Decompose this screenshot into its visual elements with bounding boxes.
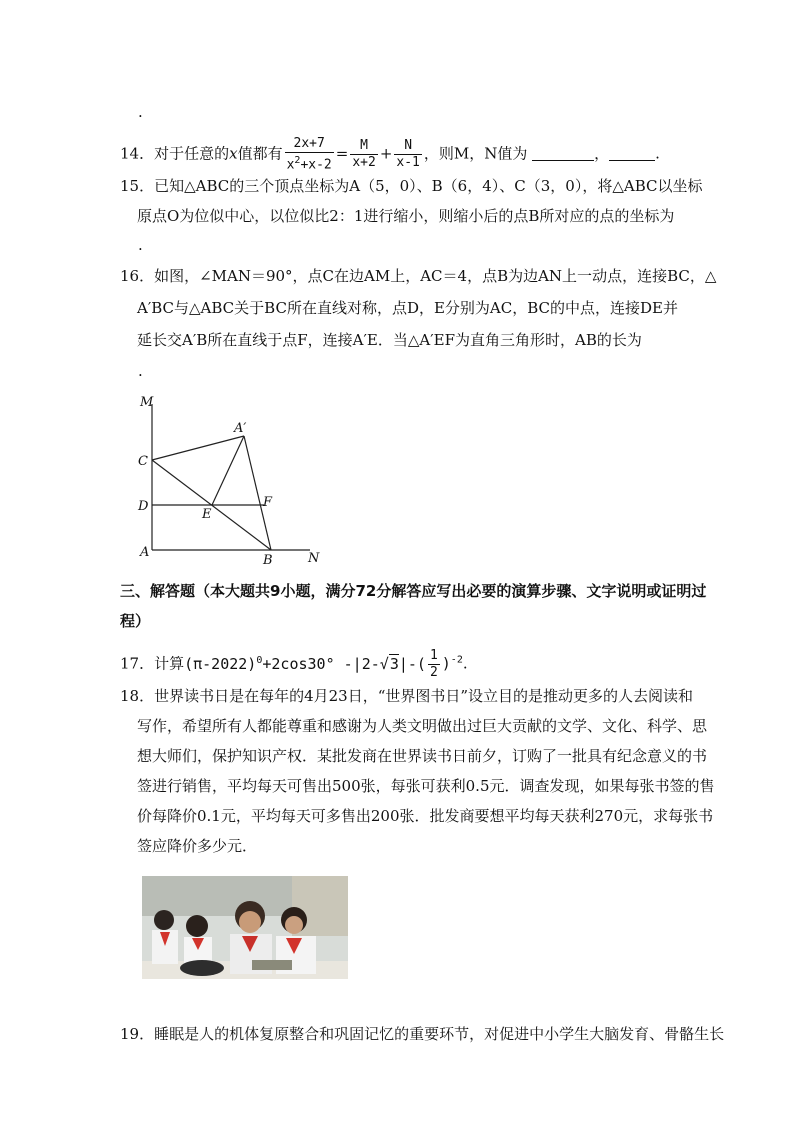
q18-line-4: 签进行销售，平均每天可售出500张，每张可获利0.5元．调查发现，如果每张书签的售 xyxy=(137,777,715,795)
students-reading-photo xyxy=(142,876,348,979)
q16-line-1: 16．如图，∠MAN＝90°，点C在边AM上，AC＝4，点B为边AN上一动点，连接BC，△ xyxy=(120,267,717,285)
question-17: 17．计算$(\pi-2022)^0+2\cos 30^\circ$ -|2-√3|-( $\frac{1}{2}$ )$^{-2}$. xyxy=(120,648,468,680)
q18-line-6: 签应降价多少元． xyxy=(137,837,258,855)
q16-geometry-figure xyxy=(130,390,330,570)
q15-answer-dot: . xyxy=(138,236,143,254)
q18-line-3: 想大师们，保护知识产权．某批发商在世界读书日前夕，订购了一批具有纪念意义的书 xyxy=(137,747,708,765)
q14-fraction-1: $\frac{2x+7}{x^2+x-2}$ xyxy=(286,136,332,173)
q14-answer-blank-n[interactable] xyxy=(609,160,655,161)
q14-answer-blank-m[interactable] xyxy=(532,160,594,161)
label-a-prime: A′ xyxy=(234,421,247,436)
label-f: F xyxy=(263,495,273,510)
q16-line-2: A′BC与△ABC关于BC所在直线对称，点D，E分别为AC，BC的中点，连接DE并 xyxy=(137,299,678,317)
label-n: N xyxy=(308,551,320,566)
q17-fraction: $\frac{1}{2}$ xyxy=(429,648,438,680)
question-14: 14．对于任意的x值都有 $\frac{2x+7}{x^2+x-2}$ = $\frac{M}{x+2}$ + $\frac{N}{x-1}$ ，则M，N值为 ， . xyxy=(120,136,660,173)
label-c: C xyxy=(138,454,148,469)
q15-line-2: 原点O为位似中心，以位似比2：1进行缩小，则缩小后的点B所对应的点的坐标为 xyxy=(137,207,675,225)
q13-end-dot: . xyxy=(138,103,143,121)
q14-mid: 值都有 xyxy=(237,144,283,163)
q14-fraction-2: $\frac{M}{x+2}$ xyxy=(352,138,376,171)
photo-illustration xyxy=(142,876,348,979)
q18-line-1: 18．世界读书日是在每年的4月23日，“世界图书日”设立目的是推动更多的人去阅读和 xyxy=(120,687,694,705)
q18-line-5: 价每降价0.1元，平均每天可多售出200张．批发商要想平均每天获利270元，求每张书 xyxy=(137,807,714,825)
q16-answer-dot: . xyxy=(138,362,143,380)
line-ea1 xyxy=(212,436,244,505)
q19-line-1: 19．睡眠是人的机体复原整合和巩固记忆的重要环节，对促进中小学生大脑发育、骨骼生长 xyxy=(120,1025,725,1043)
label-a: A xyxy=(140,545,150,560)
q14-prefix: 14．对于任意的 xyxy=(120,144,230,163)
section-3-heading: 三、解答题（本大题共9小题，满分72分解答应写出必要的演算步骤、文字说明或证明过 xyxy=(120,582,707,600)
q14-suffix: ，则M，N值为 xyxy=(423,144,528,163)
label-m: M xyxy=(140,395,154,410)
label-b: B xyxy=(263,553,273,568)
line-ca1 xyxy=(152,436,244,460)
label-e: E xyxy=(202,507,212,522)
section-3-heading-cont: 程） xyxy=(120,612,151,630)
q14-var: x xyxy=(229,144,238,163)
label-d: D xyxy=(138,499,149,514)
q15-line-1: 15．已知△ABC的三个顶点坐标为A（5，0）、B（6，4）、C（3，0），将△ABC以坐标 xyxy=(120,177,703,195)
q18-line-2: 写作，希望所有人都能尊重和感谢为人类文明做出过巨大贡献的文学、文化、科学、思 xyxy=(137,717,708,735)
q14-fraction-3: $\frac{N}{x-1}$ xyxy=(396,138,420,171)
q16-line-3: 延长交A′B所在直线于点F，连接A′E．当△A′EF为直角三角形时，AB的长为 xyxy=(137,331,642,349)
